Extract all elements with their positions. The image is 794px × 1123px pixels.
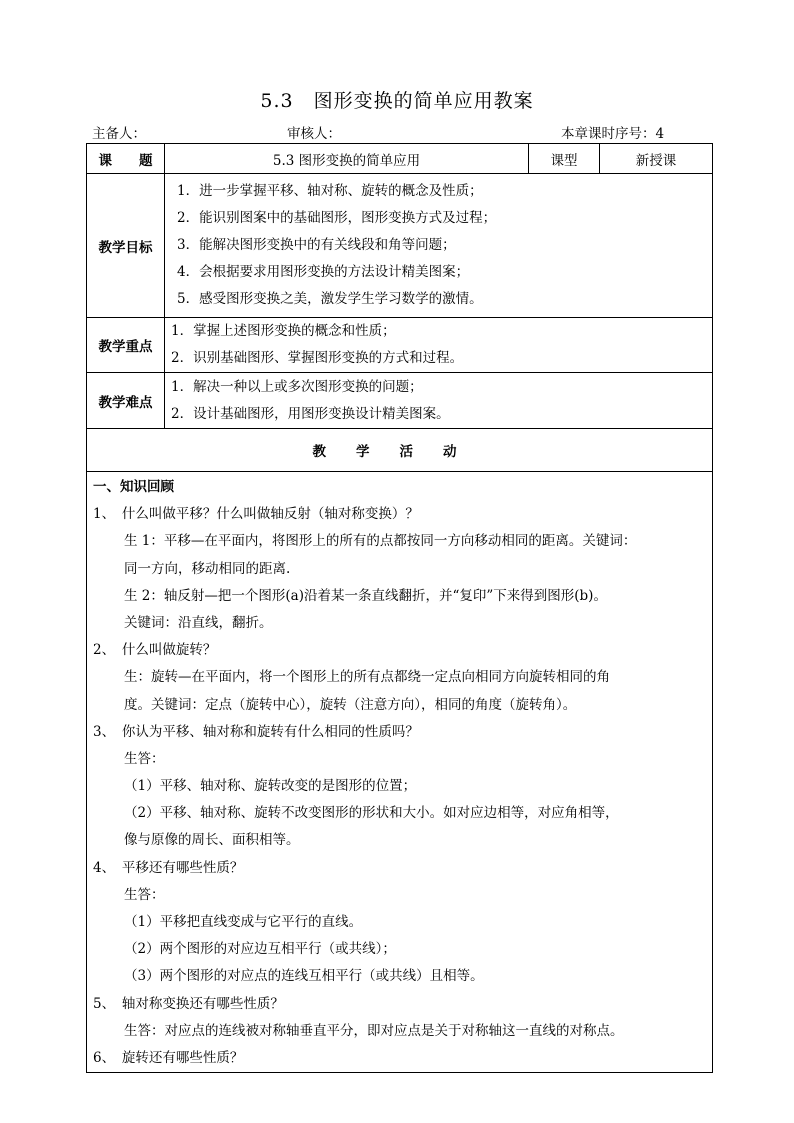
key-point-item: 2．识别基础图形、掌握图形变换的方式和过程。 — [171, 350, 464, 366]
answer-line: （3）两个图形的对应点的连线互相平行（或共线）且相等。 — [124, 968, 484, 985]
question-line: 4、 平移还有哪些性质？ — [93, 859, 244, 876]
answer-line: （2）两个图形的对应边互相平行（或共线）； — [124, 941, 396, 958]
preparer-label: 主备人： — [92, 126, 146, 142]
question-line: 2、 什么叫做旋转？ — [93, 642, 217, 659]
answer-line: 同一方向，移动相同的距离. — [124, 560, 291, 577]
topic-label: 课 题 — [87, 144, 165, 174]
difficult-point-item: 1．解决一种以上或多次图形变换的问题； — [171, 378, 423, 395]
reviewer-label: 审核人： — [287, 126, 341, 142]
question-line: 6、 旋转还有哪些性质？ — [93, 1049, 244, 1066]
answer-line: （1）平移、轴对称、旋转改变的是图形的位置； — [124, 778, 417, 795]
answer-line: 生答： — [124, 750, 165, 767]
activity-header: 教学活动 — [87, 429, 713, 472]
content-cell — [87, 472, 713, 1073]
question-line: 5、 轴对称变换还有哪些性质？ — [93, 995, 284, 1012]
goal-item: 2．能识别图案中的基础图形，图形变换方式及过程； — [177, 210, 497, 226]
goals-label: 教学目标 — [87, 174, 165, 318]
topic-row — [87, 144, 713, 174]
page-title: 5.3 图形变换的简单应用教案 — [260, 90, 534, 112]
answer-line: 关键词：沿直线，翻折。 — [124, 614, 273, 631]
answer-line: 生答： — [124, 886, 165, 903]
goal-item: 3．能解决图形变换中的有关线段和角等问题； — [177, 237, 456, 253]
goal-item: 4．会根据要求用图形变换的方法设计精美图案； — [177, 264, 470, 280]
key-points-label: 教学重点 — [87, 318, 165, 373]
type-value: 新授课 — [600, 144, 713, 174]
question-line: 3、 你认为平移、轴对称和旋转有什么相同的性质吗？ — [93, 723, 419, 740]
answer-line: （2）平移、轴对称、旋转不改变图形的形状和大小。如对应边相等，对应角相等， — [124, 805, 619, 822]
goals-row — [87, 174, 713, 318]
difficult-points-cell — [165, 373, 713, 429]
answer-line: （1）平移把直线变成与它平行的直线。 — [124, 914, 363, 930]
answer-line: 生答：对应点的连线被对称轴垂直平分，即对应点是关于对称轴这一直线的对称点。 — [124, 1022, 624, 1039]
key-points-cell — [165, 318, 713, 373]
answer-line: 生 1：平移—在平面内，将图形上的所有的点都按同一方向移动相同的距离。关键词： — [124, 533, 637, 550]
answer-line: 生 2：轴反射—把一个图形(a)沿着某一条直线翻折，并“复印”下来得到图形(b)。 — [124, 587, 607, 604]
activity-header-row — [87, 429, 713, 472]
content-row — [87, 472, 713, 1073]
lesson-number: 本章课时序号：4 — [561, 126, 665, 142]
answer-line: 度。关键词：定点（旋转中心），旋转（注意方向），相同的角度（旋转角）。 — [124, 696, 577, 713]
lesson-plan-table — [86, 143, 713, 1073]
topic-value: 5.3 图形变换的简单应用 — [165, 144, 529, 174]
answer-line: 像与原像的周长、面积相等。 — [124, 832, 300, 849]
question-line: 1、 什么叫做平移？什么叫做轴反射（轴对称变换）？ — [93, 506, 419, 523]
goals-cell — [165, 174, 713, 318]
difficult-point-item: 2．设计基础图形，用图形变换设计精美图案。 — [171, 405, 450, 422]
key-points-row — [87, 318, 713, 373]
goal-item: 5．感受图形变换之美，激发学生学习数学的激情。 — [177, 291, 483, 307]
difficult-points-label: 教学难点 — [87, 373, 165, 429]
goal-item: 1．进一步掌握平移、轴对称、旋转的概念及性质； — [177, 183, 483, 199]
type-label: 课型 — [529, 144, 600, 174]
section-heading: 一、知识回顾 — [93, 479, 174, 495]
answer-line: 生：旋转—在平面内，将一个图形上的所有点都绕一定点向相同方向旋转相同的角 — [124, 669, 610, 686]
key-point-item: 1．掌握上述图形变换的概念和性质； — [171, 323, 396, 339]
difficult-points-row — [87, 373, 713, 429]
